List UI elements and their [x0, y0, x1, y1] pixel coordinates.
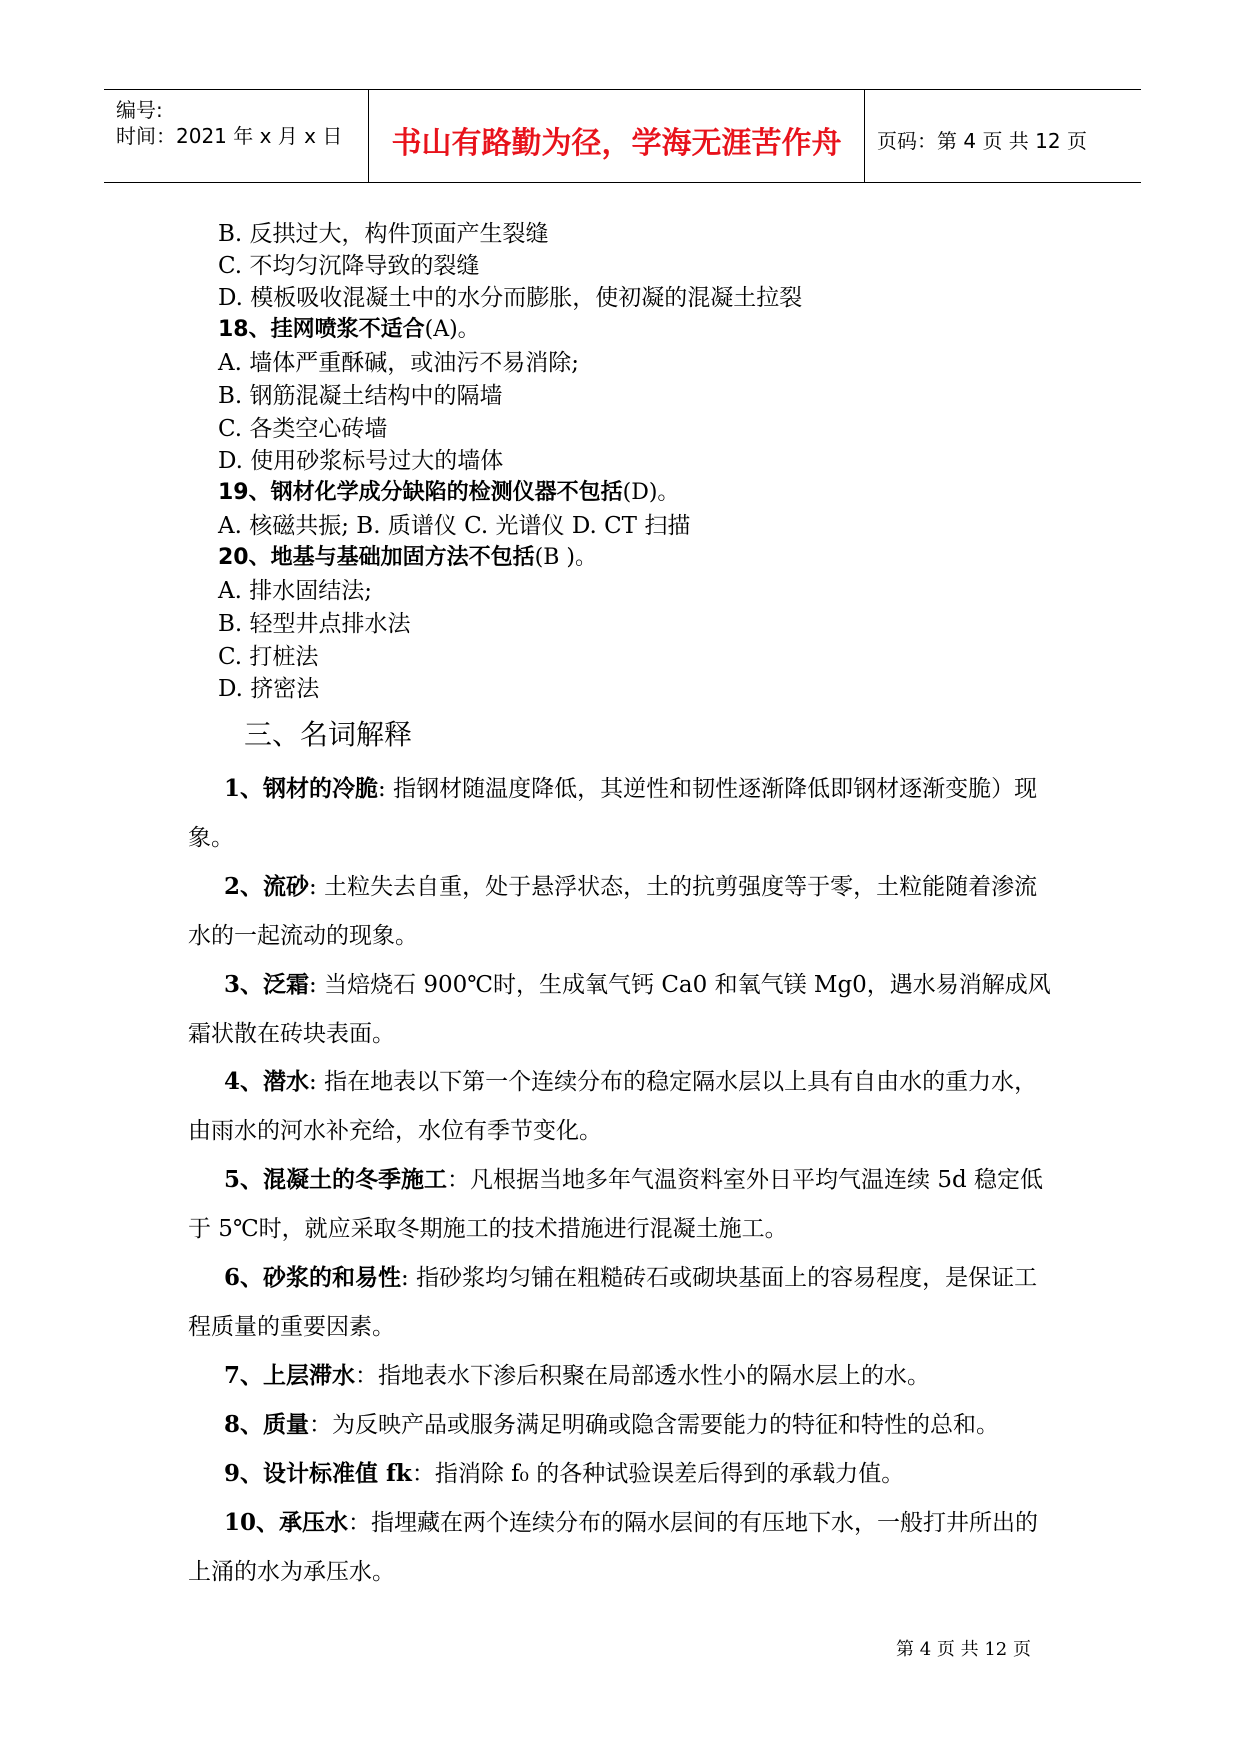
- option-line: A. 墙体严重酥碱，或油污不易消除;: [218, 350, 579, 376]
- question-answer: (B )。: [534, 545, 597, 570]
- term-definition: [188, 1253, 1058, 1352]
- section-title: 三、名词解释: [244, 718, 413, 751]
- option-line: C. 不均匀沉降导致的裂缝: [218, 253, 480, 279]
- question-answer: (D)。: [622, 480, 680, 505]
- term-name: 9、设计标准值 fk: [224, 1460, 412, 1487]
- term-definition: [188, 862, 1058, 961]
- term-name: 6、砂浆的和易性: [224, 1264, 402, 1291]
- term-definition: [188, 1449, 1058, 1499]
- page-footer: 第 4 页 共 12 页: [896, 1639, 1031, 1660]
- term-name: 8、质量: [224, 1411, 310, 1438]
- term-definition: [188, 1400, 1058, 1450]
- question-answer: (A)。: [424, 317, 480, 342]
- term-definition: [188, 1351, 1058, 1401]
- term-name: 5、混凝土的冬季施工: [224, 1166, 448, 1193]
- question-text: 19、钢材化学成分缺陷的检测仪器不包括: [218, 480, 623, 505]
- term-text: : 当焙烧石 900℃时，生成氧气钙 Ca0 和氧气镁 Mg0，遇水易消解成风霜状散在砖块表面。: [188, 972, 1051, 1047]
- header-motto-cell: [369, 90, 865, 182]
- term-definition: [188, 1155, 1058, 1254]
- term-name: 10、承压水: [224, 1509, 349, 1536]
- document-time-label: 时间：2021 年 x 月 x 日: [116, 124, 343, 148]
- option-line: D. 模板吸收混凝土中的水分而膨胀，使初凝的混凝土拉裂: [218, 285, 803, 311]
- option-line: C. 各类空心砖墙: [218, 416, 388, 442]
- header-page-info: 页码：第 4 页 共 12 页: [877, 129, 1087, 153]
- option-line: C. 打桩法: [218, 644, 319, 670]
- term-definition: [188, 764, 1058, 863]
- term-definition: [188, 1498, 1058, 1597]
- question-text: 20、地基与基础加固方法不包括: [218, 545, 535, 570]
- term-name: 1、钢材的冷脆: [224, 775, 379, 802]
- term-text: : 指砂浆均匀铺在粗糙砖石或砌块基面上的容易程度，是保证工程质量的重要因素。: [188, 1265, 1038, 1340]
- option-line: B. 钢筋混凝土结构中的隔墙: [218, 383, 503, 409]
- term-text: ：为反映产品或服务满足明确或隐含需要能力的特征和特性的总和。: [309, 1412, 1000, 1438]
- question-text: 18、挂网喷浆不适合: [218, 317, 425, 342]
- question-line: [218, 312, 480, 343]
- header-motto: 书山有路勤为径，学海无涯苦作舟: [391, 126, 842, 161]
- question-line: [218, 540, 597, 571]
- term-text: ：指消除 f₀ 的各种试验误差后得到的承载力值。: [411, 1461, 905, 1487]
- term-name: 7、上层滞水: [224, 1362, 356, 1389]
- document-number-label: 编号:: [116, 98, 163, 122]
- term-name: 4、潜水: [224, 1068, 310, 1095]
- term-text: : 土粒失去自重，处于悬浮状态，土的抗剪强度等于零，土粒能随着渗流水的一起流动的现象。: [188, 874, 1038, 949]
- term-text: : 指在地表以下第一个连续分布的稳定隔水层以上具有自由水的重力水，由雨水的河水补充给，水位有季节变化。: [188, 1069, 1038, 1144]
- term-text: ：指埋藏在两个连续分布的隔水层间的有压地下水，一般打井所出的上涌的水为承压水。: [188, 1510, 1039, 1585]
- option-line: B. 轻型井点排水法: [218, 611, 411, 637]
- term-text: ：指地表水下渗后积聚在局部透水性小的隔水层上的水。: [355, 1363, 931, 1389]
- term-name: 2、流砂: [224, 873, 310, 900]
- term-text: : 指钢材随温度降低，其逆性和韧性逐渐降低即钢材逐渐变脆）现象。: [188, 776, 1038, 851]
- option-line: A. 排水固结法;: [218, 578, 372, 604]
- option-line: B. 反拱过大，构件顶面产生裂缝: [218, 221, 549, 247]
- option-line: D. 挤密法: [218, 676, 320, 702]
- term-definition: [188, 1057, 1058, 1156]
- term-definition: [188, 960, 1058, 1059]
- header-page-cell: [865, 90, 1141, 182]
- question-line: [218, 475, 679, 506]
- option-line: A. 核磁共振; B. 质谱仪 C. 光谱仪 D. CT 扫描: [218, 513, 691, 539]
- page-header: [104, 89, 1141, 183]
- option-line: D. 使用砂浆标号过大的墙体: [218, 448, 504, 474]
- term-name: 3、泛霜: [224, 971, 310, 998]
- header-left-cell: [104, 90, 369, 182]
- term-text: ：凡根据当地多年气温资料室外日平均气温连续 5d 稳定低于 5℃时，就应采取冬期施工的技术措施进行混凝土施工。: [188, 1167, 1043, 1242]
